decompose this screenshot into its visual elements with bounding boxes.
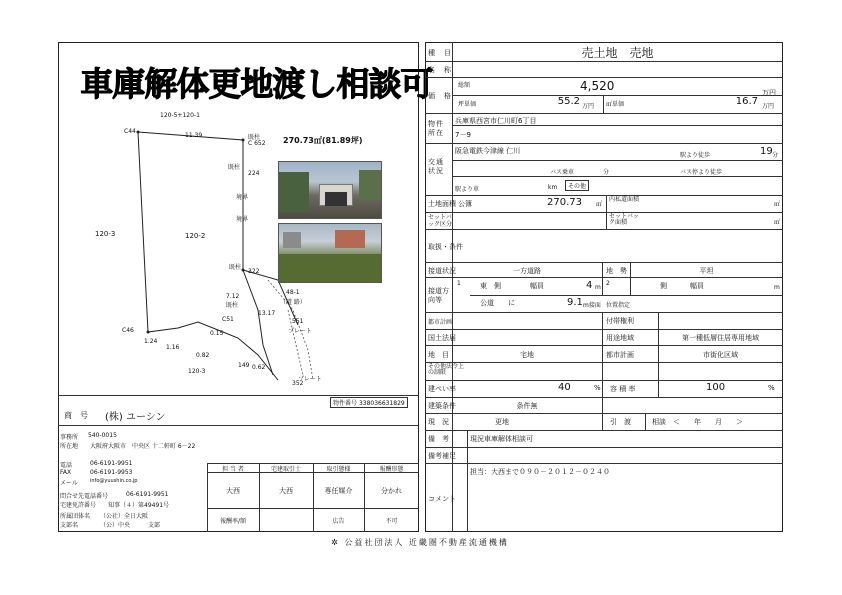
road2-dir: 側 (660, 282, 667, 290)
access: 一方道路 (513, 267, 541, 275)
sqm-u3: ㎡ (774, 219, 781, 226)
build-cond-label: 建築条件 (428, 402, 456, 410)
other: その他 (565, 180, 589, 191)
firm-name: (株) ユーシン (105, 412, 166, 423)
frontage: 9.1 (567, 297, 583, 308)
remarks: 現況車庫解体相談可 (470, 435, 533, 443)
tel-label: 電話 (60, 462, 73, 469)
comment: 担当：大西まで０９０－２０１２－０２４０ (470, 468, 610, 476)
name-label: 名 称 (428, 66, 452, 74)
walk: 19 (760, 146, 773, 157)
setback-label: セットバック区分 (428, 214, 453, 228)
address1: 兵庫県西宮市仁川町6丁目 (455, 117, 537, 125)
land-cat: 宅地 (520, 351, 534, 359)
type: 売土地 売地 (581, 46, 654, 60)
fax: 06-6191-9953 (90, 469, 133, 476)
walk-unit: 分 (772, 152, 779, 159)
misc-1: 1.24 (144, 338, 158, 345)
terrain-label: 地 勢 (606, 267, 627, 275)
tel: 06-6191-9951 (90, 460, 133, 467)
price-label: 価 格 (428, 92, 452, 100)
parcel-main: 120-2 (185, 232, 206, 240)
price: 4,520 (580, 79, 615, 93)
kyakai-1: 既柱 (248, 134, 261, 141)
road-designation: 位置指定 (606, 302, 631, 309)
road1-width: 4 (586, 280, 593, 291)
misc-2: 1.16 (166, 344, 180, 351)
public-label: 公道 (480, 299, 494, 307)
road1-no: 1 (457, 280, 461, 287)
deal-header: 取引態様 (326, 466, 351, 473)
pct2: % (768, 384, 775, 392)
staff-header: 担 当 者 (222, 466, 244, 473)
land-area: 270.73 (547, 197, 582, 208)
other-law-label: その他法令上の制限 (428, 363, 465, 376)
m224: 224 (248, 170, 260, 177)
inquiry-label: 問合せ先電話番号 (60, 493, 109, 500)
assoc: （公社）全日大阪 (100, 513, 149, 520)
far: 100 (706, 382, 726, 393)
deal: 専任媒介 (324, 487, 353, 495)
kyakai-3: 既柱 (229, 264, 242, 271)
sqm-label: ㎡単価 (606, 101, 625, 108)
price-sub: 総額 (458, 82, 471, 89)
city-plan: 市街化区域 (703, 351, 738, 359)
tsubo-label: 坪単価 (458, 101, 477, 108)
branch-label: 支部名 (60, 522, 79, 529)
far-label: 容 積 率 (610, 385, 636, 393)
location-label-r: 物件所在 (428, 120, 444, 137)
plate-label: プレート (288, 328, 312, 335)
fee-header: 報酬形態 (379, 466, 404, 473)
boundary-2: 境界 (236, 216, 249, 223)
kyakai-4: 既柱 (226, 302, 239, 309)
road-name: （道 路） (280, 299, 306, 306)
inquiry-tel: 06-6191-9951 (126, 491, 169, 498)
property-no: 338036631829 (358, 400, 405, 407)
misc-8: C51 (222, 316, 234, 323)
bottom-num: 352 (292, 380, 304, 387)
national-label: 国土法届 (428, 334, 456, 342)
zoning-label: 用途地域 (606, 334, 634, 342)
misc-3: 0.82 (196, 352, 210, 359)
location-text: 大阪府大阪市 中央区 十二軒町 6－22 (90, 443, 196, 450)
comment-label: コメント (428, 495, 456, 503)
address2: 7－9 (455, 131, 471, 139)
km: km (548, 184, 558, 191)
urban-label: 都市計画 (428, 319, 453, 326)
mail-label: メール (60, 480, 78, 487)
company-header: 報酬率/額 (219, 518, 247, 525)
kyakai-2: 既柱 (228, 164, 241, 171)
remarks-sup-label: 備考補足 (428, 452, 456, 460)
terrain: 平坦 (699, 267, 714, 275)
build-cond: 条件無 (516, 402, 538, 410)
road1-unit: m (595, 284, 601, 291)
zoning: 第一種低層住居専用地域 (682, 334, 759, 342)
lot-top-label: 120-5+120-1 (160, 112, 200, 119)
bcr-label: 建ぺい率 (428, 385, 456, 393)
sqm-price: 16.7 (735, 96, 758, 107)
tsubo-price: 55.2 (557, 96, 580, 107)
dist-11-39: 11.39 (185, 132, 203, 139)
office-addr-label: 事務所 (60, 434, 79, 441)
pct: % (594, 384, 601, 392)
land-area-kind: 公簿 (458, 200, 472, 208)
frontage-unit: m接面 (583, 302, 601, 309)
sqm-unit: 万円 (762, 103, 775, 110)
branch: （公）中央 支部 (100, 522, 161, 529)
side-label-2: 13.17 (258, 310, 276, 317)
location-label: 所在地 (60, 443, 79, 450)
misc-6: 551 (292, 318, 304, 325)
parcel-bottom: 120-3 (188, 368, 206, 375)
point-c44: C44 (124, 128, 136, 135)
boundary-1: 境界 (236, 194, 249, 201)
road1-width-label: 幅員 (530, 282, 544, 290)
handler: 大西 (279, 487, 293, 495)
staff: 大西 (226, 487, 240, 495)
bus-ride: バス乗車 (550, 169, 575, 176)
footer-logo-icon: ✲ (331, 538, 340, 547)
photo-lot (278, 223, 382, 283)
parcel-left: 120-3 (95, 230, 116, 238)
walk-label: 駅より徒歩 (680, 152, 711, 159)
license: 知事（４）第49491号 (108, 502, 170, 509)
area-label: 270.73㎡(81.89坪) (283, 136, 363, 145)
property-no-box (330, 397, 408, 408)
footer-org (300, 537, 540, 548)
note-c46: C46 (122, 327, 134, 334)
delivery-label: 引 渡 (610, 418, 631, 426)
mail: info@yuushin.co.jp (90, 478, 138, 484)
from-station: 駅より車 (455, 186, 480, 193)
office-zip: 540-0015 (88, 432, 117, 439)
ad-header: 広告 (332, 518, 345, 525)
private-road-label: 内私道面積 (609, 196, 640, 203)
status-label: 現 況 (428, 418, 449, 426)
fax-label: FAX (60, 469, 72, 476)
misc-7: 0.15 (210, 330, 224, 337)
ad: 不可 (385, 518, 398, 525)
firm-label: 商 号 (64, 411, 88, 420)
photo-garage (278, 161, 382, 219)
tsubo-unit: 万円 (582, 103, 595, 110)
side-label-1: 7.12 (226, 293, 240, 300)
land-cat-label: 地 目 (428, 351, 449, 359)
misc-4: 0.62 (252, 364, 266, 371)
delivery: 相談 ＜ 年 月 ＞ (652, 418, 743, 426)
sqm-u2: ㎡ (774, 201, 781, 208)
line: 阪急電鉄今津線 仁川 (455, 147, 521, 155)
handler-header: 宅建取引士 (270, 466, 301, 473)
price-unit: 万円 (762, 89, 776, 97)
bcr: 40 (558, 382, 571, 393)
sqm-u1: ㎡ (596, 201, 603, 208)
c652: C 652 (248, 140, 266, 147)
remarks-label: 備 考 (428, 435, 449, 443)
road2-no: 2 (606, 280, 610, 287)
headline: 車庫解体更地渡し相談可 (80, 64, 432, 103)
footer-org-text: 公益社団法人 近畿圏不動産流通機構 (344, 538, 509, 547)
assoc-label: 所属団体名 (60, 513, 91, 520)
access-label: 接道状況 (428, 267, 456, 275)
property-no-label: 物件番号 (333, 400, 358, 407)
m322: 322 (248, 268, 260, 275)
road1-dir: 東 側 (480, 282, 501, 290)
road-label: 48-1 (286, 289, 300, 296)
bus-walk: バス停より徒歩 (680, 169, 723, 176)
road-dir-label: 接道方向等 (428, 287, 449, 304)
license-label: 宅建免許番号 (60, 502, 97, 509)
road2-unit: m (774, 284, 780, 291)
road2-width-label: 幅員 (690, 282, 704, 290)
traffic-label: 交通状況 (428, 158, 444, 175)
misc-5: 149 (238, 362, 250, 369)
height-label: 付帯権利 (606, 317, 634, 325)
bus-min: 分 (603, 169, 610, 176)
land-area-label: 土地面積 (428, 200, 456, 208)
conditions-label: 取扱・条件 (428, 243, 463, 251)
city-plan-label: 都市計画 (606, 351, 634, 359)
plate-label2: プレート (298, 376, 322, 383)
status: 更地 (495, 418, 509, 426)
type-label: 種 目 (428, 49, 452, 57)
setback-area-label: セットバック面積 (609, 213, 639, 226)
fee: 分かれ (381, 487, 402, 495)
ni: に (508, 299, 515, 307)
